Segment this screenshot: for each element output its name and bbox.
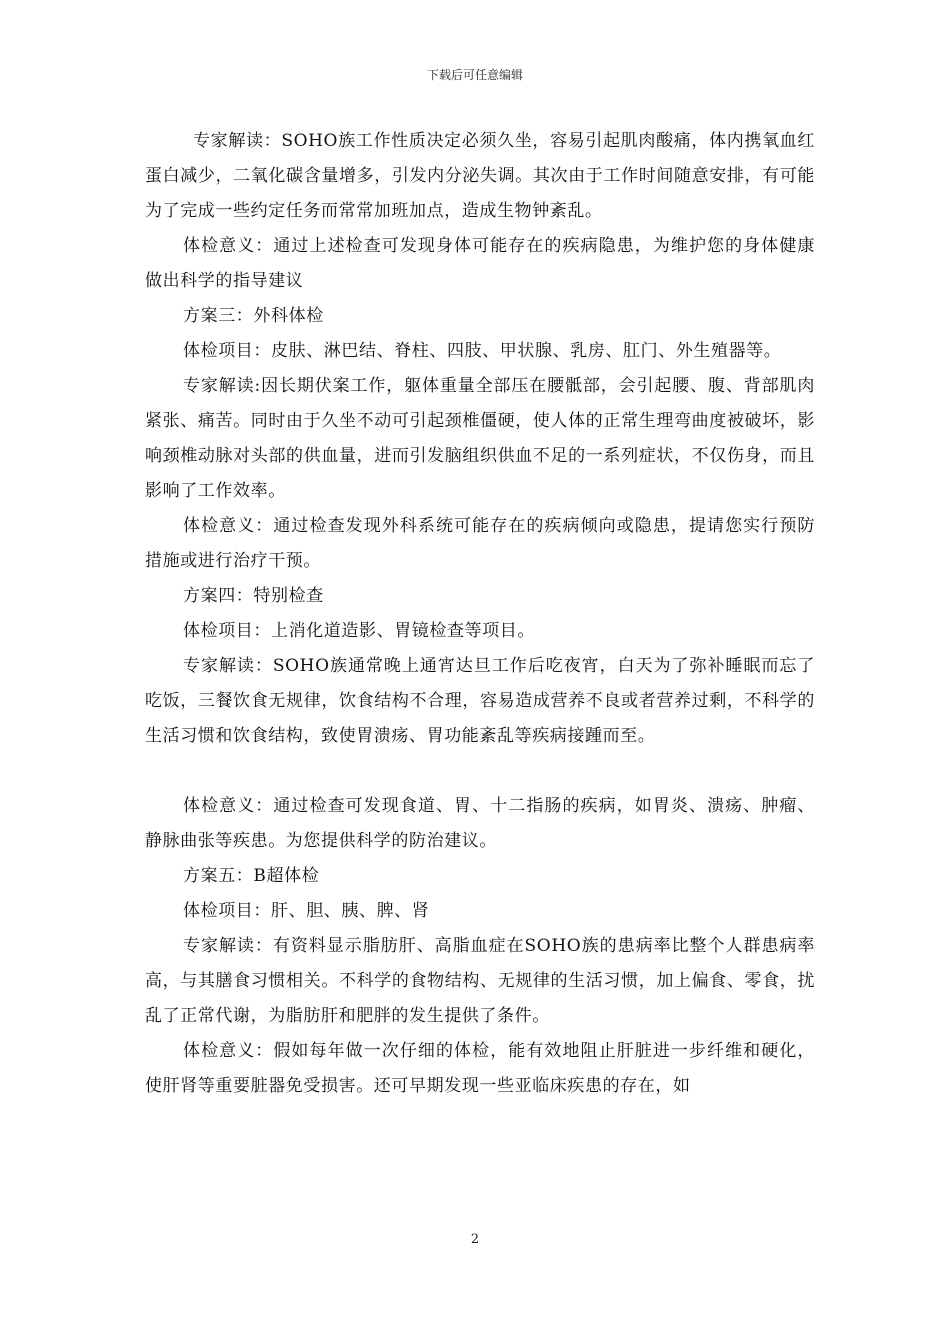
heading-plan-4: 方案四：特别检查 bbox=[183, 586, 324, 606]
paragraph-expert-analysis-plan-5: 专家解读：有资料显示脂肪肝、高脂血症在SOHO族的患病率比整个人群患病率高，与其膳食习惯相关。不科学的食物结构、无规律的生活习惯，加上偏食、零食，扰乱了正常代谢，为脂肪肝和肥胖的发生提供了条件。 bbox=[145, 936, 815, 1026]
paragraph-significance-plan-3: 体检意义：通过检查发现外科系统可能存在的疾病倾向或隐患，提请您实行预防措施或进行治疗干预。 bbox=[145, 516, 815, 571]
paragraph-significance-1: 体检意义：通过上述检查可发现身体可能存在的疾病隐患，为维护您的身体健康做出科学的指导建议 bbox=[145, 236, 815, 291]
paragraph-expert-analysis-plan-3: 专家解读:因长期伏案工作，躯体重量全部压在腰骶部，会引起腰、腹、背部肌肉紧张、痛苦。同时由于久坐不动可引起颈椎僵硬，使人体的正常生理弯曲度被破坏，影响颈椎动脉对头部的供血量，进而引发脑组织供血不足的一系列症状，不仅伤身，而且影响了工作效率。 bbox=[145, 376, 815, 501]
page-header: 下载后可任意编辑 bbox=[426, 68, 523, 82]
document-body bbox=[145, 124, 815, 1104]
paragraph-items-plan-4: 体检项目：上消化道造影、胃镜检查等项目。 bbox=[183, 621, 535, 641]
paragraph-items-plan-3: 体检项目：皮肤、淋巴结、脊柱、四肢、甲状腺、乳房、肛门、外生殖器等。 bbox=[183, 341, 782, 361]
paragraph-expert-analysis-1: 专家解读：SOHO族工作性质决定必须久坐，容易引起肌肉酸痛，体内携氧血红蛋白减少，二氧化碳含量增多，引发内分泌失调。其次由于工作时间随意安排，有可能为了完成一些约定任务而常常加班加点，造成生物钟紊乱。 bbox=[145, 131, 815, 221]
paragraph-items-plan-5: 体检项目：肝、胆、胰、脾、肾 bbox=[183, 901, 430, 921]
page-number: 2 bbox=[470, 1232, 480, 1247]
paragraph-significance-plan-5: 体检意义：假如每年做一次仔细的体检，能有效地阻止肝脏进一步纤维和硬化，使肝肾等重要脏器免受损害。还可早期发现一些亚临床疾患的存在，如 bbox=[145, 1041, 815, 1096]
heading-plan-3: 方案三：外科体检 bbox=[183, 306, 324, 326]
paragraph-significance-plan-4: 体检意义：通过检查可发现食道、胃、十二指肠的疾病，如胃炎、溃疡、肿瘤、静脉曲张等疾患。为您提供科学的防治建议。 bbox=[145, 796, 815, 851]
heading-plan-5: 方案五：B超体检 bbox=[183, 866, 320, 886]
paragraph-expert-analysis-plan-4: 专家解读：SOHO族通常晚上通宵达旦工作后吃夜宵，白天为了弥补睡眠而忘了吃饭，三餐饮食无规律，饮食结构不合理，容易造成营养不良或者营养过剩，不科学的生活习惯和饮食结构，致使胃溃疡、胃功能紊乱等疾病接踵而至。 bbox=[145, 656, 815, 746]
blank-line bbox=[145, 754, 815, 789]
